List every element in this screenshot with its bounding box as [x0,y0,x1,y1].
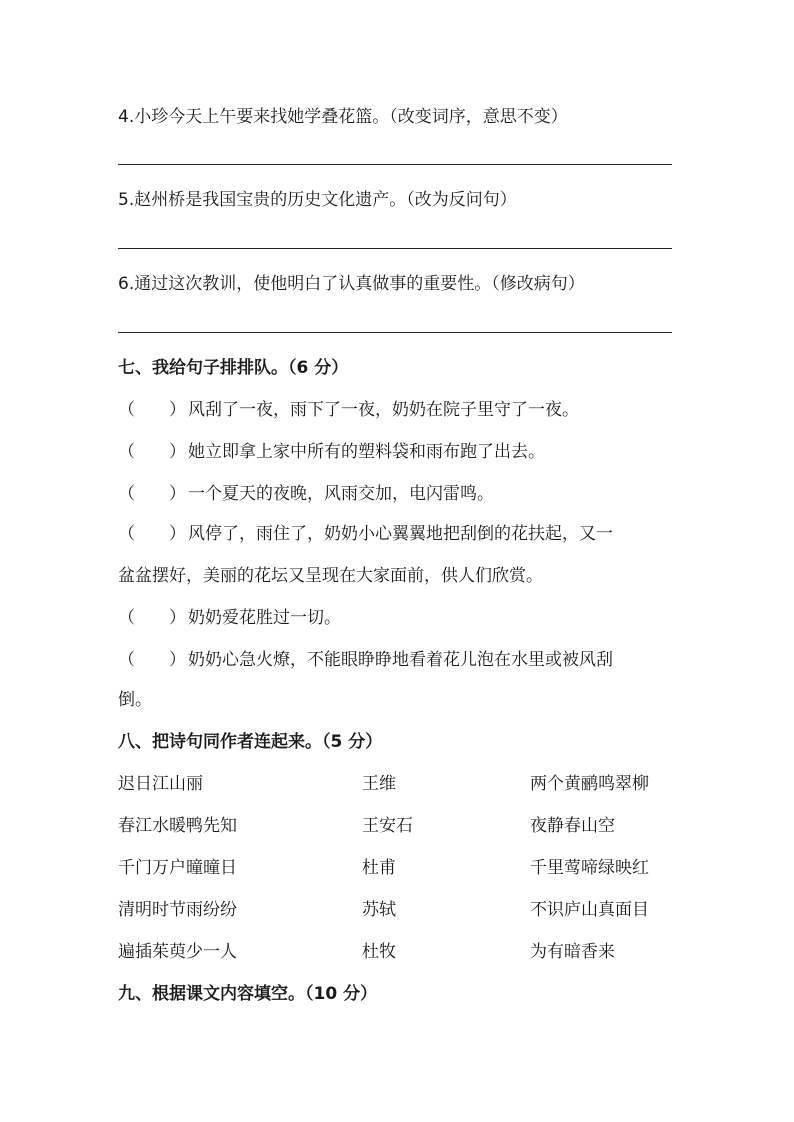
order-item-6-cont: 倒。 [118,690,152,710]
answer-line-6[interactable] [118,332,672,333]
order-blank-4[interactable]: （ ） [118,524,186,544]
order-blank-6[interactable]: （ ） [118,650,186,670]
answer-line-5[interactable] [118,248,672,249]
question-4: 4.小珍今天上午要来找她学叠花篮。（改变词序，意思不变） [118,107,568,127]
section-8-title: 八、把诗句同作者连起来。（5 分） [118,732,383,752]
poem-left-4[interactable]: 清明时节雨纷纷 [118,900,237,920]
poem-left-1[interactable]: 迟日江山丽 [118,774,203,794]
order-text-5: 奶奶爱花胜过一切。 [188,608,341,628]
poem-left-3[interactable]: 千门万户曈曈日 [118,858,237,878]
order-item-2 [118,440,545,464]
order-text-3: 一个夏天的夜晚，风雨交加，电闪雷鸣。 [188,484,494,504]
poem-author-4[interactable]: 苏轼 [362,900,396,920]
order-blank-3[interactable]: （ ） [118,484,186,504]
order-blank-2[interactable]: （ ） [118,442,186,462]
order-text-1: 风刮了一夜，雨下了一夜，奶奶在院子里守了一夜。 [188,400,579,420]
order-item-1 [118,398,579,422]
order-item-5 [118,606,341,630]
poem-left-2[interactable]: 春江水暖鸭先知 [118,816,237,836]
poem-author-5[interactable]: 杜牧 [362,942,396,962]
order-item-4-cont: 盆盆摆好，美丽的花坛又呈现在大家面前，供人们欣赏。 [118,566,543,586]
poem-right-1[interactable]: 两个黄鹂鸣翠柳 [530,774,649,794]
order-item-4 [118,522,613,546]
poem-right-4[interactable]: 不识庐山真面目 [530,900,649,920]
question-5: 5.赵州桥是我国宝贵的历史文化遗产。（改为反问句） [118,190,517,210]
poem-right-2[interactable]: 夜静春山空 [530,816,615,836]
order-text-6: 奶奶心急火燎，不能眼睁睁地看着花儿泡在水里或被风刮 [188,650,613,670]
order-text-4: 风停了，雨住了，奶奶小心翼翼地把刮倒的花扶起，又一 [188,524,613,544]
order-item-6 [118,648,613,672]
order-blank-5[interactable]: （ ） [118,608,186,628]
answer-line-4[interactable] [118,164,672,165]
question-6: 6.通过这次教训，使他明白了认真做事的重要性。（修改病句） [118,274,585,294]
section-7-title: 七、我给句子排排队。（6 分） [118,358,349,378]
poem-right-5[interactable]: 为有暗香来 [530,942,615,962]
poem-author-2[interactable]: 王安石 [362,816,413,836]
order-blank-1[interactable]: （ ） [118,400,186,420]
order-item-3 [118,482,494,506]
section-9-title: 九、根据课文内容填空。（10 分） [118,984,378,1004]
poem-author-3[interactable]: 杜甫 [362,858,396,878]
poem-right-3[interactable]: 千里莺啼绿映红 [530,858,649,878]
poem-left-5[interactable]: 遍插茱萸少一人 [118,942,237,962]
poem-author-1[interactable]: 王维 [362,774,396,794]
order-text-2: 她立即拿上家中所有的塑料袋和雨布跑了出去。 [188,442,545,462]
